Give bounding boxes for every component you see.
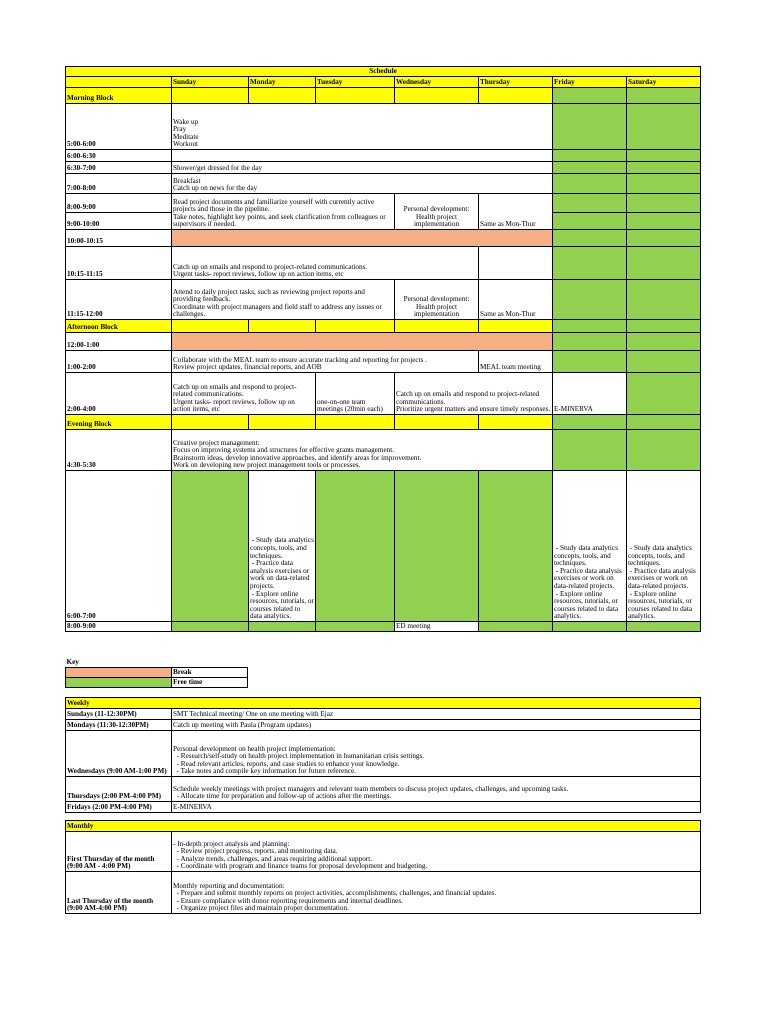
free-time-cell (172, 471, 249, 622)
free-time-cell (627, 247, 701, 280)
break-cell (172, 333, 553, 351)
weekly-what: Catch up meeting with Paula (Program updates) (172, 720, 701, 731)
free-time-cell (627, 373, 701, 415)
free-time-cell (553, 162, 627, 174)
time-label: 8:00-9:00 (66, 194, 172, 213)
emails-cell: Catch up on emails and respond to project-related communications. Prioritize urgent matters and ensure timely responses. (395, 373, 553, 415)
free-time-cell (553, 88, 627, 104)
same-as-cell: Same as Mon-Thur (479, 280, 553, 320)
time-label: 6:30-7:00 (66, 162, 172, 174)
morning-block-label: Morning Block (66, 88, 172, 104)
free-time-cell (553, 194, 627, 213)
free-time-cell (553, 415, 627, 430)
eminerva-cell: E-MINERVA (553, 373, 627, 415)
break-cell (172, 230, 553, 247)
day-header-sunday: Sunday (172, 77, 249, 88)
weekly-when: Fridays (2:00 PM-4:00 PM) (66, 802, 172, 813)
weekly-when: Wednesdays (9:00 AM-1:00 PM) (66, 731, 172, 777)
day-header-tuesday: Tuesday (316, 77, 395, 88)
time-label: 4:30-5:30 (66, 430, 172, 471)
free-time-cell (627, 230, 701, 247)
day-header-thursday: Thursday (479, 77, 553, 88)
day-header-saturday: Saturday (627, 77, 701, 88)
personal-dev-cell: Personal development: Health project implementation (395, 280, 479, 320)
time-label: 12:00-1:00 (66, 333, 172, 351)
study-cell: - Study data analytics concepts, tools, and techniques. - Practice data analysis exercises or work on data-related projects. - Explore online resources, tutorials, or courses related to data analytics. (627, 471, 701, 622)
time-label: 11:15-12:00 (66, 280, 172, 320)
weekly-what: E-MINERVA (172, 802, 701, 813)
same-as-cell: Same as Mon-Thur (479, 194, 553, 230)
free-time-cell (627, 162, 701, 174)
free-time-cell (553, 150, 627, 162)
weekly-what: SMT Technical meeting/ One on one meeting with Ejaz (172, 709, 701, 720)
free-time-cell (395, 471, 479, 622)
time-label: 2:00-4:00 (66, 373, 172, 415)
break-swatch (66, 667, 172, 677)
day-header-monday: Monday (249, 77, 316, 88)
free-time-cell (627, 150, 701, 162)
free-time-cell (553, 430, 627, 471)
free-time-cell (553, 230, 627, 247)
weekly-when: Mondays (11:30-12:30PM) (66, 720, 172, 731)
read-docs-cell: Read project documents and familiarize yourself with currently active projects and those in the pipeline. Take notes, highlight key points, and seek clarification from colleagues or supervisors if needed. (172, 194, 395, 230)
meal-cell: Collaborate with the MEAL team to ensure accurate tracking and reporting for projects . Review project updates, financial reports, and AOB (172, 351, 479, 373)
free-time-swatch (66, 677, 172, 687)
free-time-cell (553, 280, 627, 320)
free-time-cell (479, 471, 553, 622)
free-time-cell (627, 213, 701, 230)
time-label: 6:00-6:30 (66, 150, 172, 162)
free-time-cell (627, 280, 701, 320)
break-label: Break (172, 667, 248, 677)
free-time-cell (553, 351, 627, 373)
free-time-label: Free time (172, 677, 248, 687)
creative-cell: Creative project management: Focus on improving systems and structures for effective grants management. Brainstorm ideas, develop innovative approaches, and identify areas for improvement. Work on developing new project management tools or processes. (172, 430, 553, 471)
ed-meeting-cell: ED meeting (395, 622, 479, 632)
weekly-what: Personal development on health project implementation: - Research/self-study on health project implementation in humanitarian crisis settings. - Read relevant articles, reports, and case studies to enhance your knowledge. - Take notes and compile key information for future reference. (172, 731, 701, 777)
free-time-cell (627, 333, 701, 351)
shower-cell: Shower/get dressed for the day (172, 162, 553, 174)
key-table (65, 657, 248, 688)
schedule-table (65, 66, 701, 632)
time-label: 1:00-2:00 (66, 351, 172, 373)
key-title: Key (66, 657, 79, 666)
meal-meeting-cell: MEAL team meeting (479, 351, 553, 373)
monthly-what: Monthly reporting and documentation: - Prepare and submit monthly reports on project activities, accomplishments, challenges, and financial updates. - Ensure compliance with donor reporting requirements and internal deadlines. - Organize project files and maintain proper documentation. (172, 872, 701, 914)
free-time-cell (627, 174, 701, 194)
day-header-wednesday: Wednesday (395, 77, 479, 88)
wake-up-cell: Wake up Pray Meditate Workout (172, 104, 553, 150)
free-time-cell (553, 333, 627, 351)
time-label: 10:00-10:15 (66, 230, 172, 247)
study-cell: - Study data analytics concepts, tools, and techniques. - Practice data analysis exercises or work on data-related projects. - Explore online resources, tutorials, or courses related to data analytics. (553, 471, 627, 622)
time-label: 9:00-10:00 (66, 213, 172, 230)
monthly-title: Monthly (66, 821, 701, 832)
free-time-cell (627, 320, 701, 333)
free-time-cell (627, 194, 701, 213)
day-header-friday: Friday (553, 77, 627, 88)
free-time-cell (553, 213, 627, 230)
study-cell: - Study data analytics concepts, tools, and techniques. - Practice data analysis exercises or work on data-related projects. - Explore online resources, tutorials, or courses related to data analytics. (249, 471, 316, 622)
evening-block-label: Evening Block (66, 415, 172, 430)
monthly-when: Last Thursday of the month (9:00 AM-4:00 PM) (66, 872, 172, 914)
free-time-cell (553, 174, 627, 194)
free-time-cell (627, 351, 701, 373)
time-label: 6:00-7:00 (66, 471, 172, 622)
one-on-one-cell: one-on-one team meetings (20min each) (316, 373, 395, 415)
afternoon-block-label: Afternoon Block (66, 320, 172, 333)
free-time-cell (553, 104, 627, 150)
weekly-when: Sundays (11-12:30PM) (66, 709, 172, 720)
weekly-title: Weekly (66, 698, 701, 709)
emails-cell: Catch up on emails and respond to project-related communications. Urgent tasks- report reviews, follow up on action items, etc (172, 247, 479, 280)
schedule-title: Schedule (66, 67, 701, 77)
monthly-what: - In-depth project analysis and planning: - Review project progress, reports, and monitoring data. - Analyze trends, challenges, and areas requiring additional support. - Coordinate with program and finance teams for proposal development and budgeting. (172, 832, 701, 872)
time-label: 10:15-11:15 (66, 247, 172, 280)
free-time-cell (627, 104, 701, 150)
personal-dev-cell: Personal development: Health project implementation (395, 194, 479, 230)
corner-cell (66, 77, 172, 88)
weekly-when: Thursdays (2:00 PM-4:00 PM) (66, 777, 172, 802)
free-time-cell (553, 320, 627, 333)
free-time-cell (627, 415, 701, 430)
free-time-cell (627, 430, 701, 471)
weekly-what: Schedule weekly meetings with project managers and relevant team members to discuss project updates, challenges, and upcoming tasks. - Allocate time for preparation and follow-up of actions after the meetings. (172, 777, 701, 802)
time-label: 7:00-8:00 (66, 174, 172, 194)
attend-tasks-cell: Attend to daily project tasks, such as reviewing project reports and providing feedback. Coordinate with project managers and field staff to address any issues or challenges. (172, 280, 395, 320)
emails-cell: Catch up on emails and respond to project-related communications. Urgent tasks- report reviews, follow up on action items, etc (172, 373, 316, 415)
free-time-cell (553, 247, 627, 280)
time-label: 5:00-6:00 (66, 104, 172, 150)
time-label: 8:00-9:00 (66, 622, 172, 632)
free-time-cell (316, 471, 395, 622)
monthly-when: First Thursday of the month (9:00 AM - 4:00 PM) (66, 832, 172, 872)
breakfast-cell: Breakfast Catch up on news for the day (172, 174, 553, 194)
free-time-cell (627, 88, 701, 104)
weekly-table (65, 697, 701, 813)
monthly-table (65, 820, 701, 914)
